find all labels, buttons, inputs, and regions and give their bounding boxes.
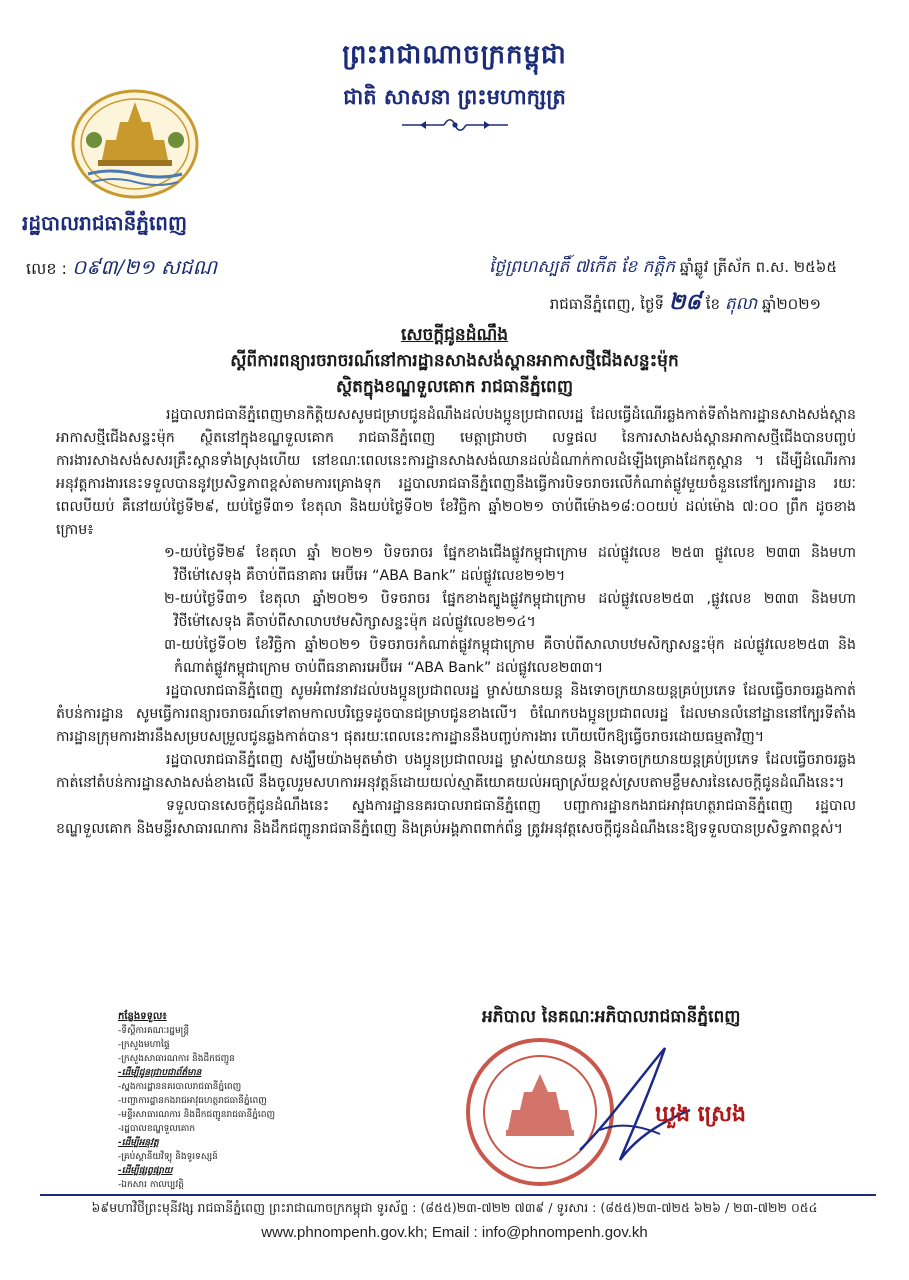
body-paragraph-1: រដ្ឋបាលរាជធានីភ្នំពេញមានកិត្តិយសសូមជម្រាបជូនដំណឹងដល់បងប្អូនប្រជាពលរដ្ឋ ដែលធ្វើដំណើរឆ្លងកាត់ទីតាំងការដ្ឋានសាងសង់ស្ពានអាកាសថ្មីជើងសន្ទះម៉ុក ស្ថិតនៅក្នុងខណ្ឌទួលគោក រាជធានីភ្នំពេញ មេត្តាជ្រាបថា លទ្ធផល នៃការសាងសង់ស្ពានអាកាសថ្មីជើងបានបញ្ចប់ការងារសាងសង់សសរគ្រឹះស្ពានទាំងស្រុងហើយ នៅខណៈពេលនេះការដ្ឋានសាងសង់ឈានដល់ដំណាក់កាលដំឡើងគ្រោងដែកតួស្ពាន ។ ដើម្បីដំណើរការអនុវត្តការងារនេះទទួលបាននូវប្រសិទ្ធភាពខ្ពស់តាមការគ្រោងទុក រដ្ឋបាលរាជធានីភ្នំពេញនឹងធ្វើការបិទចរាចរលើកំណាត់ផ្លូវមួយចំនួននៅក្បែរការដ្ឋាន រយៈពេលបីយប់ គឺនៅយប់ថ្ងៃទី២៩, យប់ថ្ងៃទី៣១ ខែតុលា និងយប់ថ្ងៃទី០២ ខែវិច្ឆិកា ឆ្នាំ២០២១ ចាប់ពីម៉ោង១៨:០០យប់ ដល់ម៉ោង ៧:០០ ព្រឹក ដូចខាងក្រោម៖ xyxy=(56,407,856,538)
date-month: តុលា xyxy=(724,294,758,314)
phnom-penh-seal-icon xyxy=(70,88,200,200)
recipients-section-implement: -ដើម្បីអនុវត្ត xyxy=(118,1138,159,1148)
closure-item-2: ២-យប់ថ្ងៃទី៣១ ខែតុលា ឆ្នាំ២០២១ បិទចរាចរ ផ្នែកខាងត្បូងផ្លូវកម្ពុជាក្រោម ដល់ផ្លូវលេខ២៥៣ ,ផ្លូវលេខ ២៣៣ និងមហាវិថីម៉ៅសេទុង គឺចាប់ពីសាលាបឋមសិក្សាសន្ទះម៉ុក ដល់ផ្លូវលេខ២១៤។ xyxy=(164,591,856,630)
footer-address: ៦៩មហាវិថីព្រះមុនីវង្ស រាជធានីភ្នំពេញ ព្រះរាជាណាចក្រកម្ពុជា ទូរស័ព្ទ : (៨៥៥)២៣-៧២២ ៧៣៩ / ទូរសារ : (៨៥៥)២៣-៧២៥ ៦២៦ / ២៣-៧២២ ០៥៤ xyxy=(91,1200,818,1215)
reference-number xyxy=(26,254,217,284)
footer-website: www.phnompenh.gov.kh; Email : info@phnompenh.gov.kh xyxy=(261,1224,648,1241)
body-paragraph-4: ទទួលបានសេចក្តីជូនដំណឹងនេះ ស្នងការដ្ឋាននគរបាលរាជធានីភ្នំពេញ បញ្ជាការដ្ឋានកងរាជអាវុធហត្ថរាជធានីភ្នំពេញ រដ្ឋបាលខណ្ឌទួលគោក និងមន្ទីរសាធារណការ និងដឹកជញ្ជូនរាជធានីភ្នំពេញ និងគ្រប់អង្គភាពពាក់ព័ន្ធ ត្រូវអនុវត្តសេចក្តីជូនដំណឹងនេះឱ្យទទួលបានប្រសិទ្ធភាពខ្ពស់។ xyxy=(56,798,856,837)
notice-body xyxy=(56,404,856,841)
recipient-line: -ក្រសួងមហាផ្ទៃ xyxy=(118,1040,170,1050)
recipient-line: -ក្រសួងសាធារណការ និងដឹកជញ្ជូន xyxy=(118,1054,235,1064)
recipient-line: -ទីស្តីការគណៈរដ្ឋមន្ត្រី xyxy=(118,1026,190,1036)
recipient-line: -រដ្ឋបាលខណ្ឌទួលគោក xyxy=(118,1124,196,1134)
recipients-heading: កន្លែងទទួល៖ xyxy=(118,1011,167,1022)
lunar-date-prefix: ថ្ងៃព្រហស្បតិ៍ ៧កើត ខែ កត្តិក xyxy=(489,257,675,277)
date-month-label: ខែ xyxy=(705,295,721,313)
footer-divider xyxy=(40,1194,876,1196)
national-motto: ជាតិ សាសនា ព្រះមហាក្សត្រ xyxy=(343,84,566,109)
notice-title-line1: សេចក្តីជូនដំណឹង xyxy=(400,325,509,345)
closure-item-3: ៣-យប់ថ្ងៃទី០២ ខែវិច្ឆិកា ឆ្នាំ២០២១ បិទចរាចរកំណាត់ផ្លូវកម្ពុជាក្រោម គឺចាប់ពីសាលាបឋមសិក្សាសន្ទះម៉ុក ដល់ផ្លូវលេខ២៥៣ និងកំណាត់ផ្លូវកម្ពុជាក្រោម ចាប់ពីធនាគារអេប៊ីអេ “ABA Bank” ដល់ផ្លូវលេខ២៣៣។ xyxy=(164,637,856,676)
reference-label: លេខ : xyxy=(26,259,67,278)
date-year: ឆ្នាំ២០២១ xyxy=(762,295,821,313)
signatory-name: ឃួង ស្រេង xyxy=(655,1101,747,1127)
date-place: រាជធានីភ្នំពេញ, ថ្ងៃទី xyxy=(549,295,664,313)
recipient-line: -មន្ទីរសាធារណការ និងដឹកជញ្ជូនរាជធានីភ្នំពេញ xyxy=(118,1110,276,1120)
reference-value: ០៩៣/២១ សជណ xyxy=(72,255,217,279)
recipient-line: -ឯកសារ កាលប្បវត្តិ xyxy=(118,1180,184,1190)
kingdom-heading: ព្រះរាជាណាចក្រកម្ពុជា xyxy=(342,40,567,70)
recipients-section-broadcast: -ដើម្បីផ្សព្វផ្សាយ xyxy=(118,1166,173,1176)
notice-title-line2: ស្តីពីការពន្យារចរាចរណ៍នៅការដ្ឋានសាងសង់ស្ពានអាកាសថ្មីជើងសន្ទះម៉ុក xyxy=(230,351,679,371)
lunar-date-suffix: ឆ្នាំឆ្លូវ ត្រីស័ក ព.ស. ២៥៦៥ xyxy=(679,258,837,276)
signatory-title: អភិបាល នៃគណៈអភិបាលរាជធានីភ្នំពេញ xyxy=(482,1007,741,1027)
recipient-line: -ស្នងការដ្ឋាននគរបាលរាជធានីភ្នំពេញ xyxy=(118,1082,242,1092)
ornament-divider-icon xyxy=(400,116,510,134)
recipient-line: -បញ្ជាការដ្ឋានកងរាជអាវុធហត្ថរាជធានីភ្នំពេញ xyxy=(118,1096,267,1106)
sender-agency: រដ្ឋបាលរាជធានីភ្នំពេញ xyxy=(22,211,188,235)
recipients-list xyxy=(118,1010,438,1192)
notice-title-line3: ស្ថិតក្នុងខណ្ឌទួលគោក រាជធានីភ្នំពេញ xyxy=(335,377,574,397)
body-paragraph-3: រដ្ឋបាលរាជធានីភ្នំពេញ សង្ឃឹមយ៉ាងមុតមាំថា បងប្អូនប្រជាពលរដ្ឋ ម្ចាស់យានយន្ត និងទោចក្រយានយន្តគ្រប់ប្រភេទ ដែលធ្វើចរាចរឆ្លងកាត់នៅតំបន់ការដ្ឋានសាងសង់ខាងលើ នឹងចូលរួមសហការអនុវត្តន៍ដោយយល់ស្មាគីយោគយល់អធ្យាស្រ័យខ្ពស់ស្របតាមខ្លឹមសារនៃសេចក្តីជូនដំណឹងនេះ។ xyxy=(56,752,856,791)
recipients-section-info: -ដើម្បីជូនជ្រាបជាព័ត៌មាន xyxy=(118,1068,202,1078)
lunar-date xyxy=(489,256,837,281)
gregorian-date xyxy=(550,288,821,320)
notice-title xyxy=(0,322,909,400)
recipient-line: -គ្រប់ស្ថានីយវិទ្យុ និងទូរទស្សន៍ xyxy=(118,1152,218,1162)
closure-item-1: ១-យប់ថ្ងៃទី២៩ ខែតុលា ឆ្នាំ ២០២១ បិទចរាចរ ផ្នែកខាងជើងផ្លូវកម្ពុជាក្រោម ដល់ផ្លូវលេខ ២៥៣ ផ្លូវលេខ ២៣៣ និងមហាវិថីម៉ៅសេទុង គឺចាប់ពីធនាគារ អេប៊ីអេ “ABA Bank” ដល់ផ្លូវលេខ២១២។ xyxy=(164,545,856,584)
date-day: ២៨ xyxy=(668,289,702,315)
body-paragraph-2: រដ្ឋបាលរាជធានីភ្នំពេញ សូមអំពាវនាវដល់បងប្អូនប្រជាពលរដ្ឋ ម្ចាស់យានយន្ត និងទោចក្រយានយន្តគ្រប់ប្រភេទ ដែលធ្វើចរាចរឆ្លងកាត់តំបន់ការដ្ឋាន សូមធ្វើការពន្យារចរាចរណ៍ទៅតាមកាលបរិច្ឆេទដូចបានជម្រាបជូនខាងលើ។ ចំណែកបងប្អូនប្រជាពលរដ្ឋ ដែលមានលំនៅដ្ឋាននៅក្បែរទីតាំងការដ្ឋានក្រុមការងារនឹងសម្របសម្រួលជូនឆ្លងកាត់បាន។ ផុតរយៈពេលនេះការដ្ឋាននឹងបញ្ចប់ការងារ ហើយបើកឱ្យធ្វើចរាចរដោយធម្មតាវិញ។ xyxy=(56,683,856,745)
